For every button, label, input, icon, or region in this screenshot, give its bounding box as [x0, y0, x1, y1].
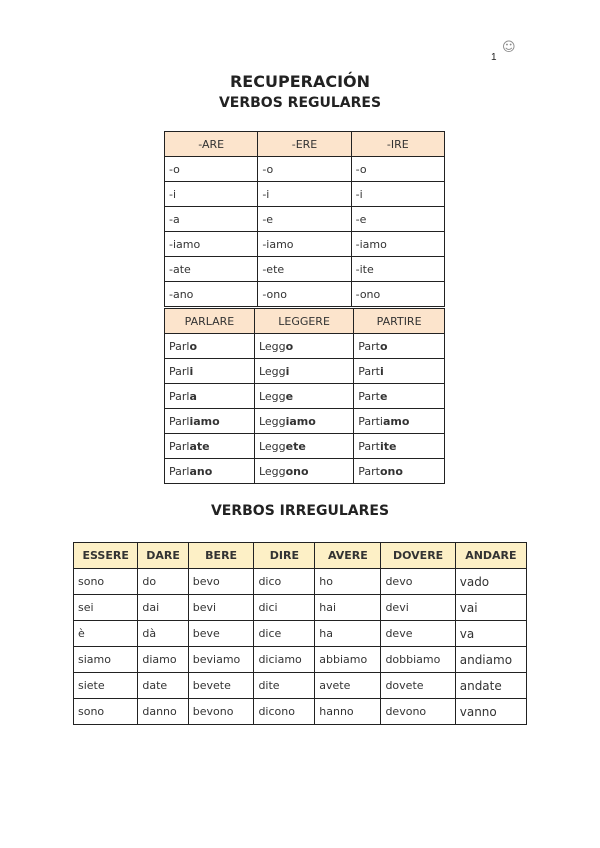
- verb-ending: o: [379, 339, 388, 353]
- table-cell: [165, 334, 255, 359]
- table-cell: -iamo: [351, 232, 444, 257]
- table-cell: [354, 409, 445, 434]
- table-cell: dite: [254, 673, 315, 699]
- table-cell: [354, 384, 445, 409]
- table-cell: -iamo: [165, 232, 258, 257]
- conjugation-table: [164, 308, 445, 484]
- table-cell: [254, 384, 353, 409]
- table-cell: devo: [381, 569, 455, 595]
- column-header: DARE: [138, 543, 188, 569]
- endings-table: [164, 131, 445, 307]
- table-cell: dai: [138, 595, 188, 621]
- verb-stem: Legg: [258, 439, 286, 453]
- verb-ending: ano: [189, 464, 213, 478]
- verb-ending: ate: [189, 439, 210, 453]
- column-header: LEGGERE: [254, 309, 353, 334]
- column-header: ANDARE: [455, 543, 526, 569]
- table-cell: [165, 384, 255, 409]
- header-row: [165, 309, 445, 334]
- irregular-verbs-table: [73, 542, 527, 725]
- table-row: [165, 257, 445, 282]
- verb-stem: Legg: [258, 364, 286, 378]
- page-number: 1: [491, 52, 497, 63]
- table-cell: dice: [254, 621, 315, 647]
- table-cell: danno: [138, 699, 188, 725]
- column-header: PARLARE: [165, 309, 255, 334]
- verb-ending: e: [379, 389, 388, 403]
- section-title-regular: VERBOS REGULARES: [218, 95, 382, 111]
- table-row: [165, 384, 445, 409]
- table-cell: bevo: [188, 569, 254, 595]
- table-row: [165, 232, 445, 257]
- verb-ending: iamo: [189, 414, 220, 428]
- column-header: DOVERE: [381, 543, 455, 569]
- verb-ending: ono: [379, 464, 403, 478]
- table-cell: -a: [165, 207, 258, 232]
- table-row: [165, 157, 445, 182]
- table-row: [74, 569, 527, 595]
- verb-stem: Part: [358, 464, 380, 478]
- table-cell: -ite: [351, 257, 444, 282]
- table-cell: sono: [74, 699, 138, 725]
- table-cell: -i: [258, 182, 351, 207]
- table-cell: [165, 459, 255, 484]
- table-cell: -iamo: [258, 232, 351, 257]
- table-row: [165, 282, 445, 307]
- table-cell: [165, 409, 255, 434]
- verb-stem: Legg: [258, 464, 286, 478]
- table-cell: ho: [315, 569, 381, 595]
- table-cell: dobbiamo: [381, 647, 455, 673]
- table-cell: andate: [455, 673, 526, 699]
- table-cell: -o: [351, 157, 444, 182]
- table-row: [165, 207, 445, 232]
- verb-stem: Legg: [258, 414, 286, 428]
- table-cell: bevono: [188, 699, 254, 725]
- verb-stem: Part: [358, 439, 380, 453]
- table-cell: bevete: [188, 673, 254, 699]
- table-cell: abbiamo: [315, 647, 381, 673]
- table-cell: vado: [455, 569, 526, 595]
- table-row: [165, 459, 445, 484]
- verb-ending: amo: [383, 414, 410, 428]
- table-cell: -i: [351, 182, 444, 207]
- table-cell: -ono: [351, 282, 444, 307]
- table-cell: è: [74, 621, 138, 647]
- table-cell: andiamo: [455, 647, 526, 673]
- table-cell: hai: [315, 595, 381, 621]
- table-cell: bevi: [188, 595, 254, 621]
- column-header: ESSERE: [74, 543, 138, 569]
- column-header: AVERE: [315, 543, 381, 569]
- table-cell: dovete: [381, 673, 455, 699]
- table-cell: sei: [74, 595, 138, 621]
- table-cell: avete: [315, 673, 381, 699]
- table-cell: hanno: [315, 699, 381, 725]
- column-header: BERE: [188, 543, 254, 569]
- table-cell: -ono: [258, 282, 351, 307]
- table-cell: [254, 359, 353, 384]
- verb-ending: o: [189, 339, 198, 353]
- table-cell: dico: [254, 569, 315, 595]
- table-cell: [165, 434, 255, 459]
- table-cell: [165, 359, 255, 384]
- table-cell: do: [138, 569, 188, 595]
- table-cell: -ate: [165, 257, 258, 282]
- table-cell: siete: [74, 673, 138, 699]
- table-cell: dicono: [254, 699, 315, 725]
- verb-stem: Parl: [169, 339, 190, 353]
- table-cell: [254, 434, 353, 459]
- column-header: -IRE: [351, 132, 444, 157]
- table-cell: [354, 334, 445, 359]
- table-row: [74, 699, 527, 725]
- verb-stem: Parti: [358, 414, 383, 428]
- table-cell: [254, 334, 353, 359]
- table-row: [74, 647, 527, 673]
- verb-stem: Parl: [169, 414, 190, 428]
- verb-stem: Part: [358, 339, 380, 353]
- verb-stem: Parl: [169, 364, 190, 378]
- header-row: [74, 543, 527, 569]
- table-cell: -ete: [258, 257, 351, 282]
- verb-ending: e: [285, 389, 294, 403]
- table-row: [74, 595, 527, 621]
- column-header: -ERE: [258, 132, 351, 157]
- table-cell: vanno: [455, 699, 526, 725]
- verb-ending: ite: [379, 439, 397, 453]
- table-cell: -e: [258, 207, 351, 232]
- table-row: [165, 409, 445, 434]
- header-row: [165, 132, 445, 157]
- verb-stem: Legg: [258, 389, 286, 403]
- table-cell: beve: [188, 621, 254, 647]
- column-header: DIRE: [254, 543, 315, 569]
- table-cell: [354, 459, 445, 484]
- table-cell: va: [455, 621, 526, 647]
- table-cell: ha: [315, 621, 381, 647]
- verb-ending: i: [285, 364, 290, 378]
- table-cell: devi: [381, 595, 455, 621]
- column-header: PARTIRE: [354, 309, 445, 334]
- table-cell: [354, 359, 445, 384]
- table-cell: dà: [138, 621, 188, 647]
- table-row: [165, 434, 445, 459]
- table-cell: date: [138, 673, 188, 699]
- table-cell: sono: [74, 569, 138, 595]
- table-cell: beviamo: [188, 647, 254, 673]
- table-cell: [254, 409, 353, 434]
- verb-ending: ono: [285, 464, 309, 478]
- table-cell: [354, 434, 445, 459]
- verb-stem: Part: [358, 364, 380, 378]
- table-cell: devono: [381, 699, 455, 725]
- verb-ending: o: [285, 339, 294, 353]
- verb-ending: ete: [285, 439, 306, 453]
- table-row: [165, 182, 445, 207]
- table-cell: dici: [254, 595, 315, 621]
- table-row: [74, 621, 527, 647]
- verb-stem: Parl: [169, 389, 190, 403]
- table-cell: -ano: [165, 282, 258, 307]
- verb-ending: i: [189, 364, 194, 378]
- table-cell: diamo: [138, 647, 188, 673]
- table-cell: -o: [258, 157, 351, 182]
- verb-stem: Part: [358, 389, 380, 403]
- section-title-irregular: VERBOS IRREGULARES: [210, 503, 390, 519]
- table-cell: -e: [351, 207, 444, 232]
- table-row: [165, 334, 445, 359]
- table-cell: diciamo: [254, 647, 315, 673]
- table-row: [74, 673, 527, 699]
- column-header: -ARE: [165, 132, 258, 157]
- page-title: RECUPERACIÓN: [229, 72, 371, 91]
- table-cell: deve: [381, 621, 455, 647]
- verb-ending: a: [189, 389, 197, 403]
- table-cell: siamo: [74, 647, 138, 673]
- verb-ending: i: [379, 364, 384, 378]
- table-cell: -o: [165, 157, 258, 182]
- logo-icon: ☺: [502, 40, 516, 55]
- verb-stem: Parl: [169, 439, 190, 453]
- table-cell: [254, 459, 353, 484]
- verb-stem: Parl: [169, 464, 190, 478]
- table-cell: vai: [455, 595, 526, 621]
- verb-stem: Legg: [258, 339, 286, 353]
- table-cell: -i: [165, 182, 258, 207]
- verb-ending: iamo: [285, 414, 316, 428]
- table-row: [165, 359, 445, 384]
